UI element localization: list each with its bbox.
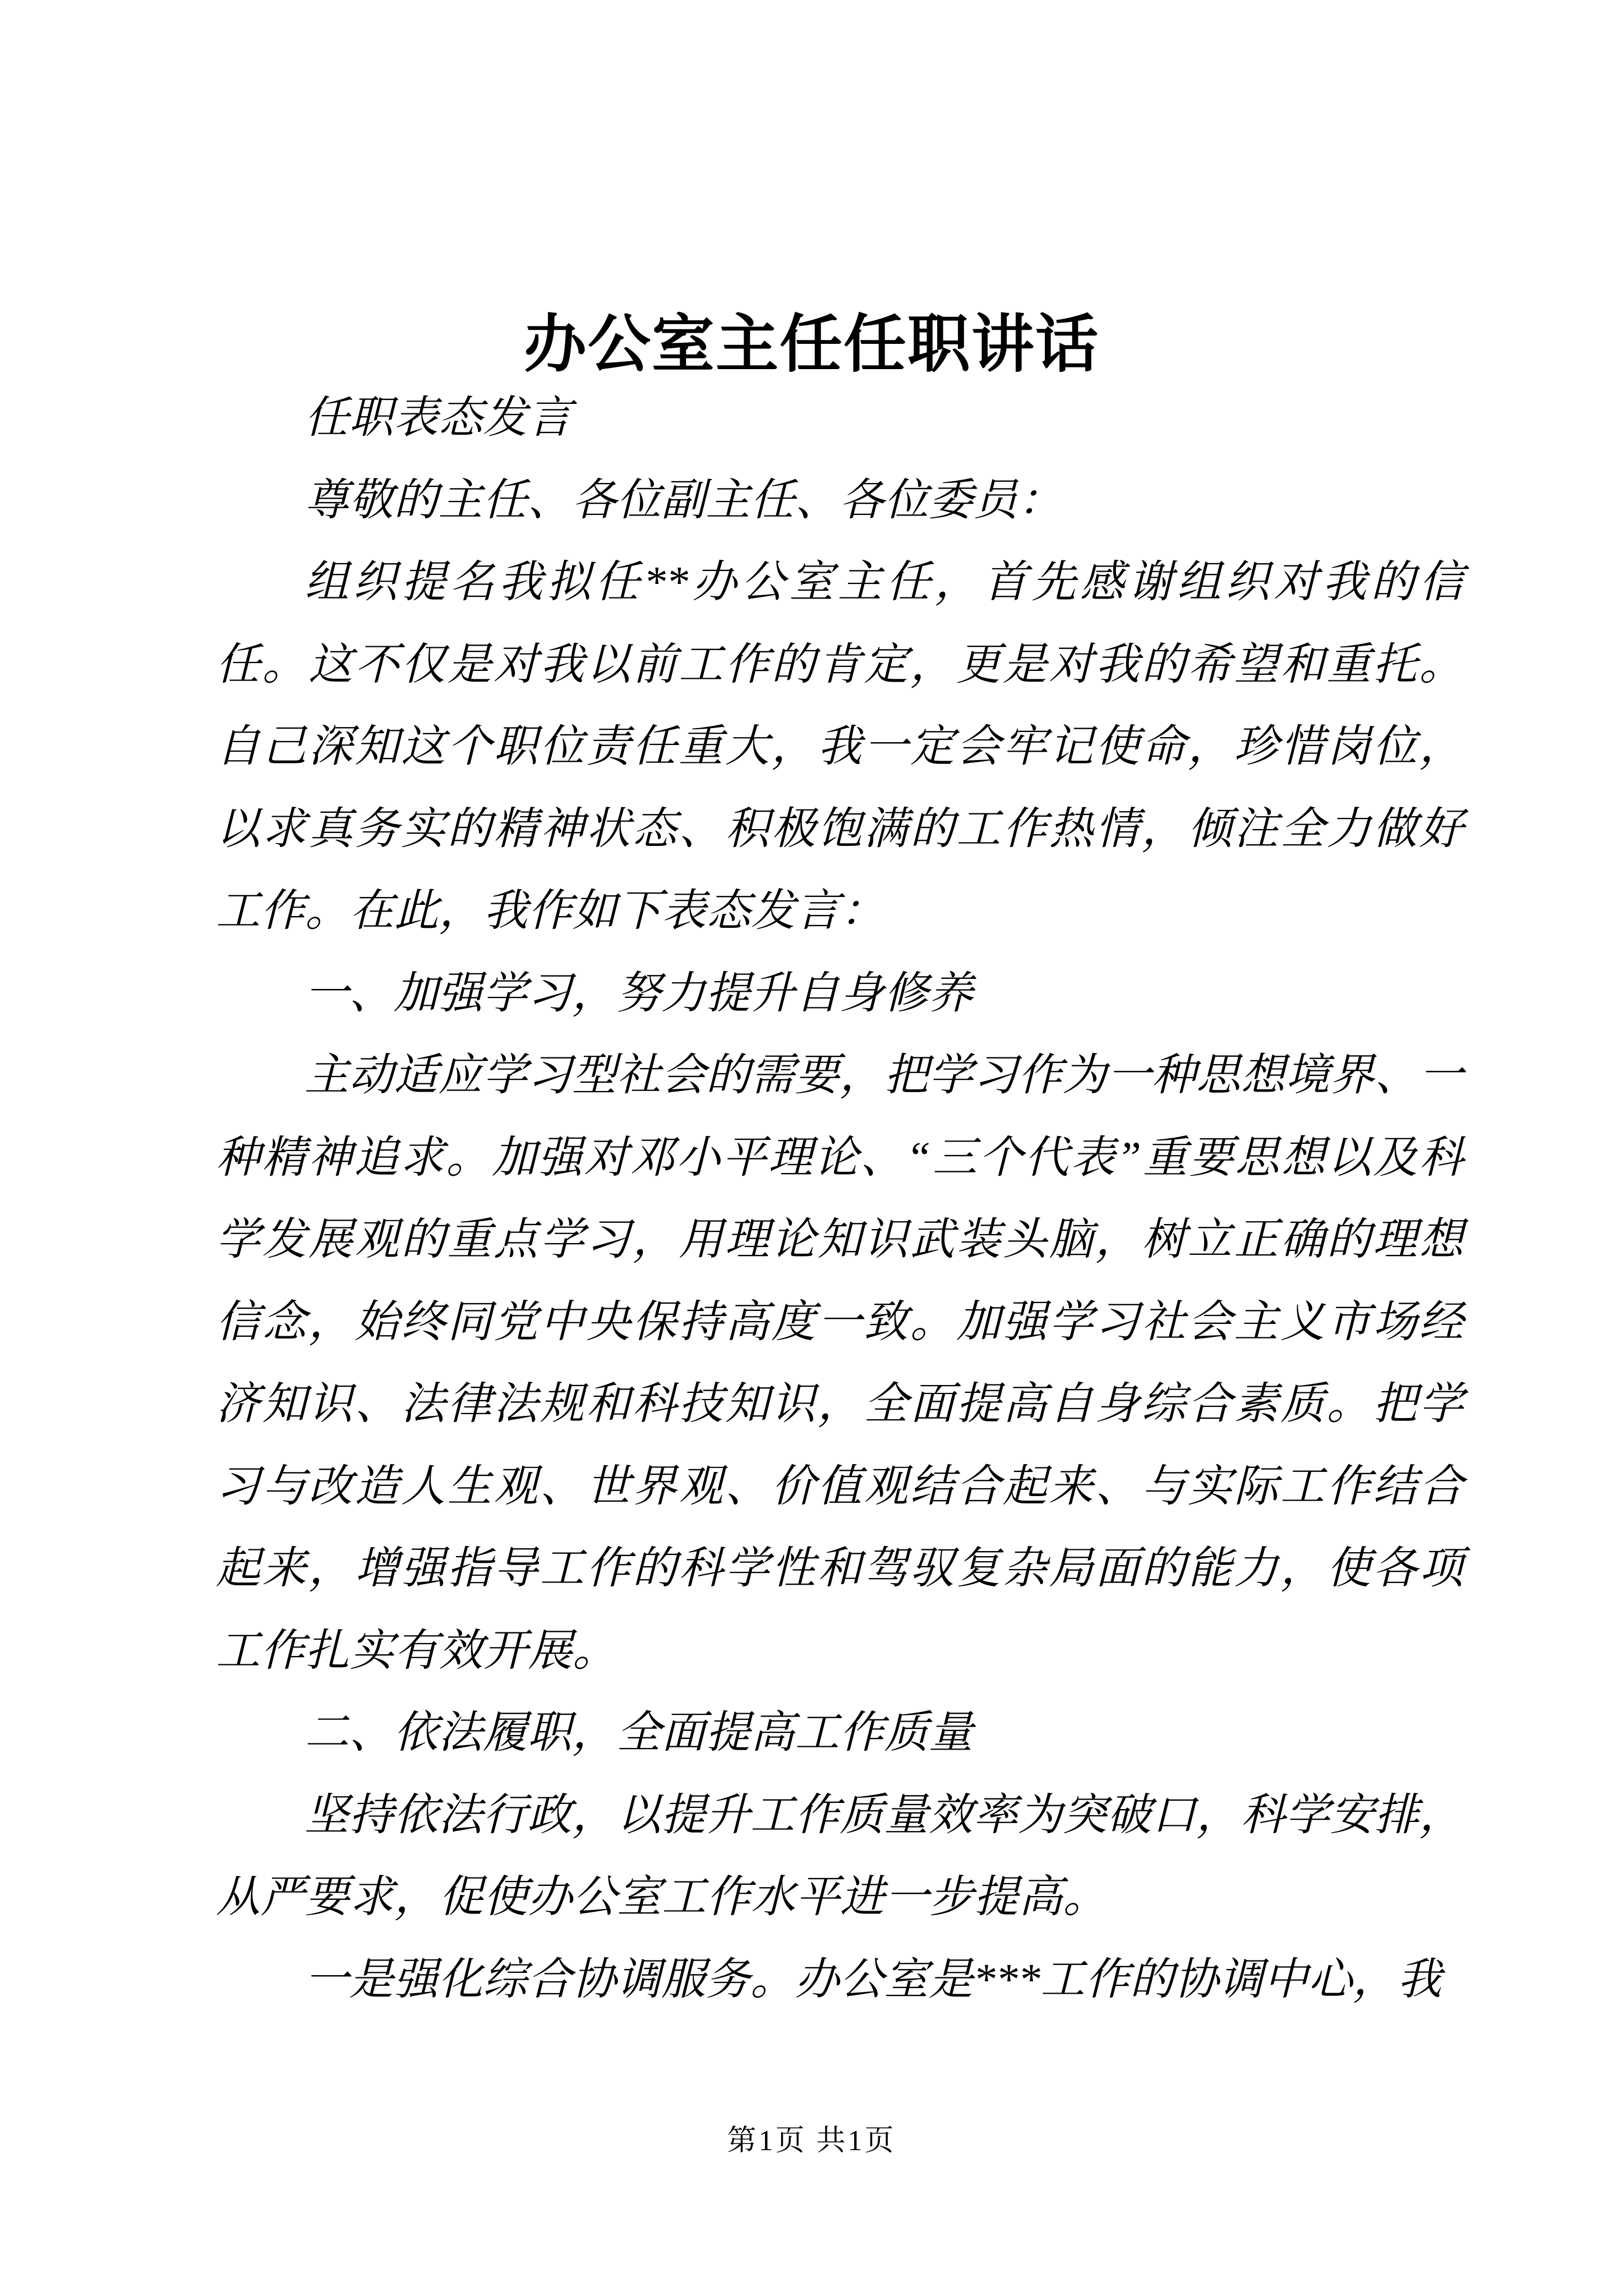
paragraph-position-statement: 任职表态发言 xyxy=(305,394,572,443)
paragraph-section-2-body: 坚持依法行政，以提升工作质量效率为突破口，科学安排，从严要求，促使办公室工作水平进一步提高。 xyxy=(216,1791,1464,1922)
paragraph-intro: 组织提名我拟任**办公室主任，首先感谢组织对我的信任。这不仅是对我以前工作的肯定，更是对我的希望和重托。自己深知这个职位责任重大，我一定会牢记使命，珍惜岗位，以求真务实的精神状态、积极饱满的工作热情，倾注全力做好工作。在此，我作如下表态发言： xyxy=(216,558,1464,936)
paragraph-section-1-body: 主动适应学习型社会的需要，把学习作为一种思想境界、一种精神追求。加强对邓小平理论、“三个代表”重要思想以及科学发展观的重点学习，用理论知识武装头脑，树立正确的理想信念，始终同党中央保持高度一致。加强学习社会主义市场经济知识、法律法规和科技知识，全面提高自身综合素质。把学习与改造人生观、世界观、价值观结合起来、与实际工作结合起来，增强指导工作的科学性和驾驭复杂局面的能力，使各项工作扎实有效开展。 xyxy=(216,1051,1464,1676)
paragraph-heading-1: 一、加强学习，努力提升自身修养 xyxy=(305,969,974,1018)
document-body xyxy=(216,378,1464,2021)
paragraph-heading-2: 二、依法履职，全面提高工作质量 xyxy=(305,1709,974,1757)
page-number-footer: 第1页 共1页 xyxy=(727,2125,896,2157)
document-title: 办公室主任任职讲话 xyxy=(524,310,1099,380)
paragraph-salutation: 尊敬的主任、各位副主任、各位委员： xyxy=(305,476,1063,525)
paragraph-section-2-point-1: 一是强化综合协调服务。办公室是***工作的协调中心，我 xyxy=(305,1955,1442,2004)
